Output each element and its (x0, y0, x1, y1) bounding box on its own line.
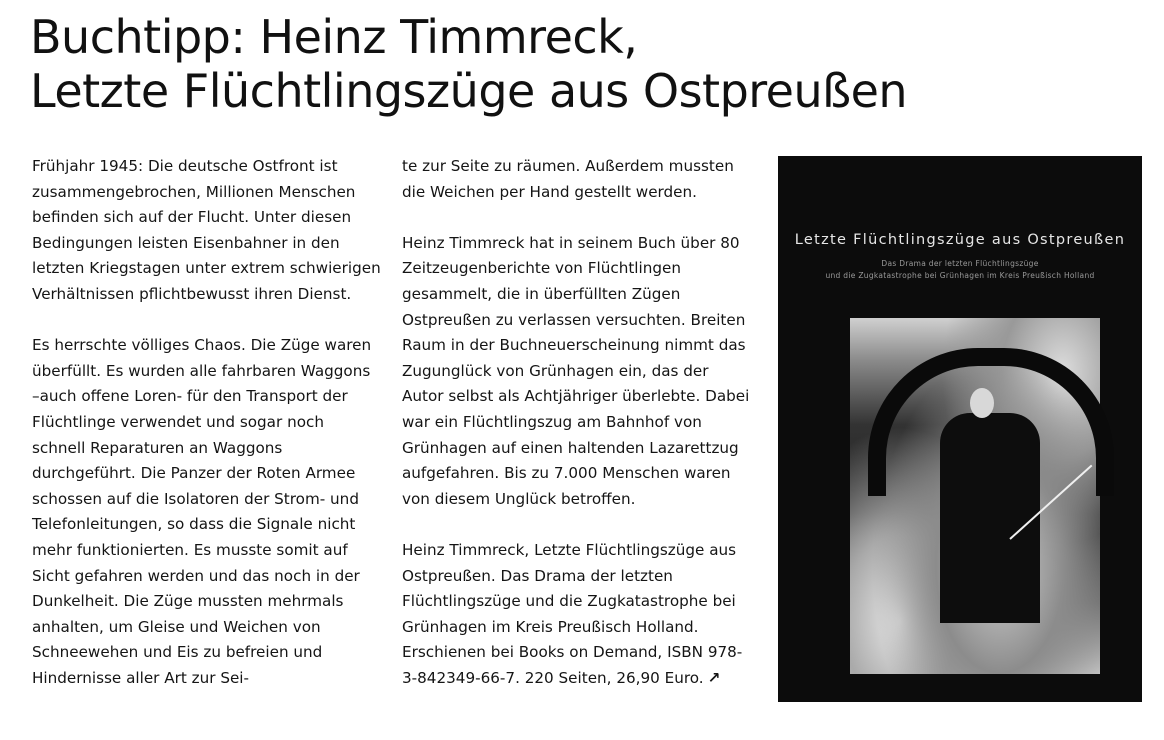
book-cover-image (778, 156, 1142, 702)
photo-face (970, 388, 994, 418)
book-cover-photo (850, 318, 1100, 674)
headline-line-2: Letzte Flüchtlingszüge aus Ostpreußen (30, 64, 908, 118)
article-headline (30, 10, 1140, 118)
bibliography-text: Heinz Timmreck, Letzte Flüchtlingszüge aus Ostpreußen. Das Drama der letzten Flüchtlingszüge und die Zugkatastrophe bei Grünhagen im Kreis Preußisch Holland. Erschienen bei Books on Demand, ISBN 978-3-842349-66-7. 220 Seiten, 26,90 Euro. (402, 540, 743, 687)
text-column-1 (32, 154, 381, 717)
book-cover-subtitle-line-1: Das Drama der letzten Flüchtlingszüge (881, 259, 1039, 268)
paragraph-continuation: te zur Seite zu räumen. Außerdem mussten die Weichen per Hand gestellt werden. (402, 157, 734, 201)
paragraph-intro: Frühjahr 1945: Die deutsche Ostfront ist zusammengebrochen, Millionen Menschen befinden sich auf der Flucht. Unter diesen Bedingungen leisten Eisenbahner in den letzten Kriegstagen unter extrem schwierigen Verhältnissen pflichtbewusst ihren Dienst. (32, 157, 381, 303)
book-cover-subtitle (802, 258, 1118, 282)
headline-line-1: Buchtipp: Heinz Timmreck, (30, 10, 638, 64)
book-cover-title: Letzte Flüchtlingszüge aus Ostpreußen (794, 232, 1126, 248)
paragraph-book-content: Heinz Timmreck hat in seinem Buch über 80 Zeitzeugenberichte von Flüchtlingen gesammelt, die in überfüllten Zügen Ostpreußen zu verlassen versuchten. Breiten Raum in der Buchneuerscheinung nimmt das Zugunglück von Grünhagen ein, das der Autor selbst als Achtjähriger überlebte. Dabei war ein Flüchtlingszug am Bahnhof von Grünhagen auf einen haltenden Lazarettzug aufgefahren. Bis zu 7.000 Menschen waren von diesem Unglück betroffen. (402, 233, 750, 508)
book-cover-subtitle-line-2: und die Zugkatastrophe bei Grünhagen im Kreis Preußisch Holland (825, 271, 1095, 280)
paragraph-bibliography (402, 538, 754, 692)
paragraph-chaos: Es herrschte völliges Chaos. Die Züge waren überfüllt. Es wurden alle fahrbaren Waggons –auch offene Loren- für den Transport der Flüchtlinge verwendet und sogar noch schnell Reparaturen an Waggons durchgeführt. Die Panzer der Roten Armee schossen auf die Isolatoren der Strom- und Telefonleitungen, so dass die Signale nicht mehr funktionierten. Es musste somit auf Sicht gefahren werden und das noch in der Dunkelheit. Die Züge mussten mehrmals anhalten, um Gleise und Weichen von Schneewehen und Eis zu befreien und Hindernisse aller Art zur Sei- (32, 336, 372, 687)
photo-figure (940, 413, 1040, 623)
end-arrow-icon: ↗ (707, 668, 721, 687)
text-column-2 (402, 154, 754, 717)
